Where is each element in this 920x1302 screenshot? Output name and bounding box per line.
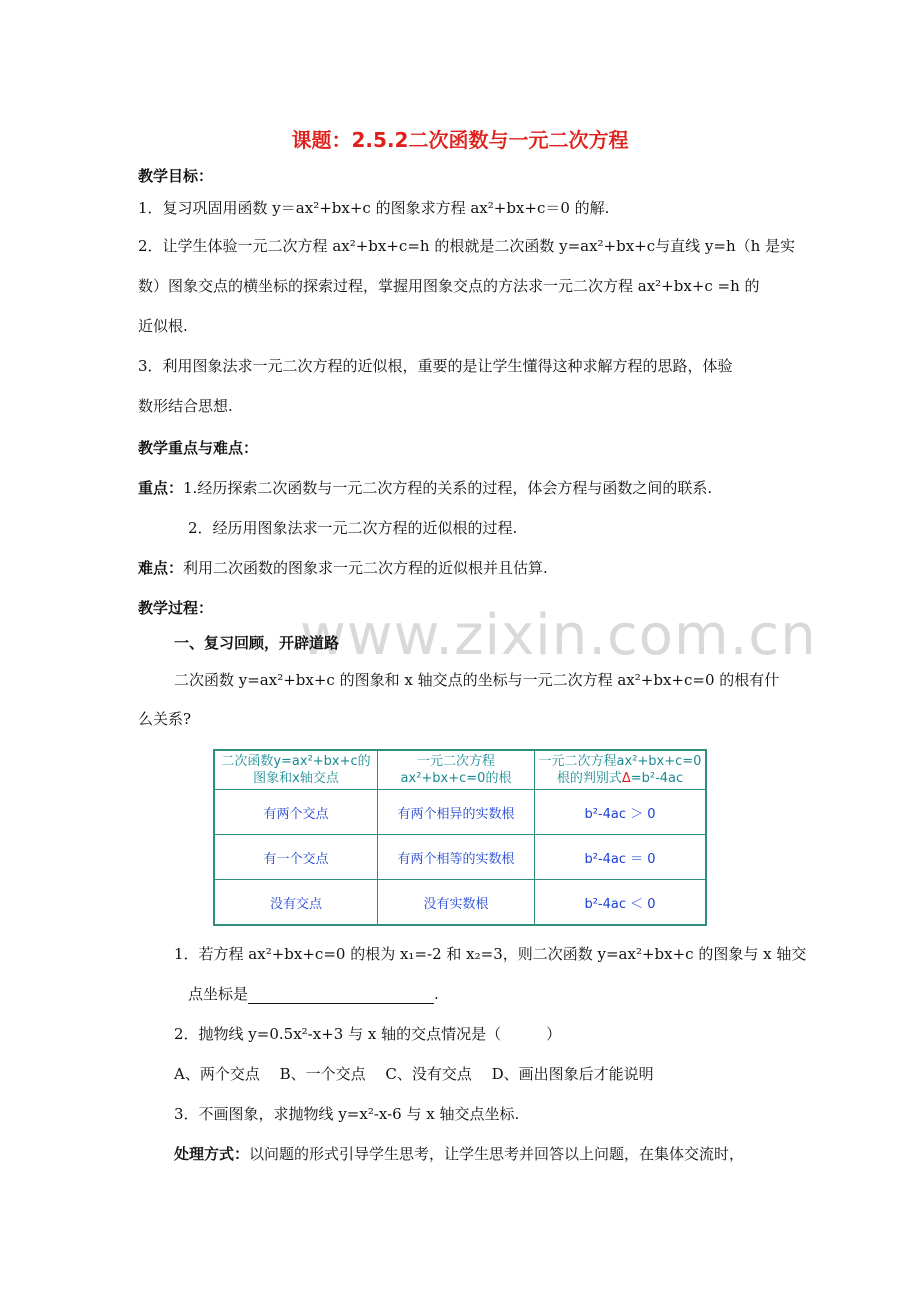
- relationship-table: [213, 749, 707, 926]
- table-cell: 有两个交点: [214, 790, 378, 835]
- difficulty-text: 利用二次函数的图象求一元二次方程的近似根并且估算.: [183, 559, 548, 577]
- table-cell: b²-4ac ＜ 0: [535, 880, 707, 926]
- table-row: [214, 835, 706, 880]
- header-1-line-2: 图象和x轴交点: [253, 771, 339, 786]
- review-question-line-2: 么关系?: [138, 710, 192, 728]
- handling-text: 以问题的形式引导学生思考，让学生思考并回答以上问题，在集体交流时，: [249, 1145, 745, 1163]
- exercise-3: 3．不画图象，求抛物线 y=x²-x-6 与 x 轴交点坐标.: [174, 1105, 520, 1123]
- review-question-line-1: 二次函数 y=ax²+bx+c 的图象和 x 轴交点的坐标与一元二次方程 ax²+bx+c=0 的根有什: [174, 671, 780, 689]
- objective-1: 1．复习巩固用函数 y＝ax²+bx+c 的图象求方程 ax²+bx+c＝0 的解.: [138, 199, 610, 217]
- objective-2-line-3: 近似根.: [138, 317, 188, 335]
- objective-2-line-1: 2．让学生体验一元二次方程 ax²+bx+c=h 的根就是二次函数 y=ax²+bx+c与直线 y=h（h 是实: [138, 237, 796, 255]
- difficulty-label: 难点：: [138, 559, 184, 577]
- table-cell: b²-4ac ＝ 0: [535, 835, 707, 880]
- exercise-2: 2．抛物线 y=0.5x²-x+3 与 x 轴的交点情况是（ ）: [174, 1025, 562, 1043]
- table-cell: 没有交点: [214, 880, 378, 926]
- table-header-row: [214, 750, 706, 790]
- header-1-line-1: 二次函数y=ax²+bx+c的: [221, 754, 371, 769]
- exercise-1-suffix: .: [434, 985, 439, 1003]
- exercise-1-prefix: 点坐标是: [188, 985, 249, 1003]
- table-cell: 没有实数根: [378, 880, 535, 926]
- watermark: www.zixin.com.cn: [300, 603, 817, 668]
- section-1-heading: 一、复习回顾，开辟道路: [174, 634, 340, 652]
- difficulty: [138, 558, 548, 578]
- handling-label: 处理方式：: [174, 1145, 250, 1163]
- objective-2-line-2: 数）图象交点的横坐标的探索过程，掌握用图象交点的方法求一元二次方程 ax²+bx+c =h 的: [138, 277, 760, 295]
- table-row: [214, 790, 706, 835]
- header-3-line-1: 一元二次方程ax²+bx+c=0: [538, 754, 702, 769]
- handling-method: [174, 1144, 744, 1164]
- lesson-title: 课题：2.5.2二次函数与一元二次方程: [291, 128, 629, 152]
- exercise-1-line-2: [188, 984, 439, 1004]
- header-3-formula: =b²-4ac: [630, 771, 684, 786]
- table-cell: 有一个交点: [214, 835, 378, 880]
- key-points-heading: 教学重点与难点：: [138, 439, 259, 457]
- key-point-2: 2．经历用图象法求一元二次方程的近似根的过程.: [188, 519, 518, 537]
- table-cell: 有两个相异的实数根: [378, 790, 535, 835]
- exercise-2-options: A、两个交点 B、一个交点 C、没有交点 D、画出图象后才能说明: [174, 1065, 654, 1083]
- objective-3-line-1: 3．利用图象法求一元二次方程的近似根，重要的是让学生懂得这种求解方程的思路，体验: [138, 357, 733, 375]
- exercise-1-line-1: 1．若方程 ax²+bx+c=0 的根为 x₁=-2 和 x₂=3，则二次函数 y=ax²+bx+c 的图象与 x 轴交: [174, 945, 807, 963]
- header-2-line-1: 一元二次方程: [416, 754, 495, 769]
- objectives-heading: 教学目标：: [138, 167, 214, 185]
- key-point-1-text: 1.经历探索二次函数与一元二次方程的关系的过程，体会方程与函数之间的联系.: [183, 479, 713, 497]
- header-cell-equation: [378, 750, 535, 790]
- delta-symbol: Δ: [621, 771, 631, 786]
- header-cell-discriminant: [535, 750, 707, 790]
- table-cell: 有两个相等的实数根: [378, 835, 535, 880]
- header-3-line-2: [536, 770, 704, 787]
- header-2-line-2: ax²+bx+c=0的根: [400, 771, 512, 786]
- header-cell-function: [214, 750, 378, 790]
- table-cell: b²-4ac ＞ 0: [535, 790, 707, 835]
- process-heading: 教学过程：: [138, 599, 214, 617]
- header-3-label: 根的判别式: [556, 771, 622, 786]
- key-point-1: [138, 478, 712, 498]
- objective-3-line-2: 数形结合思想.: [138, 397, 233, 415]
- table-row: [214, 880, 706, 926]
- key-label: 重点：: [138, 479, 184, 497]
- answer-blank: [248, 988, 434, 1004]
